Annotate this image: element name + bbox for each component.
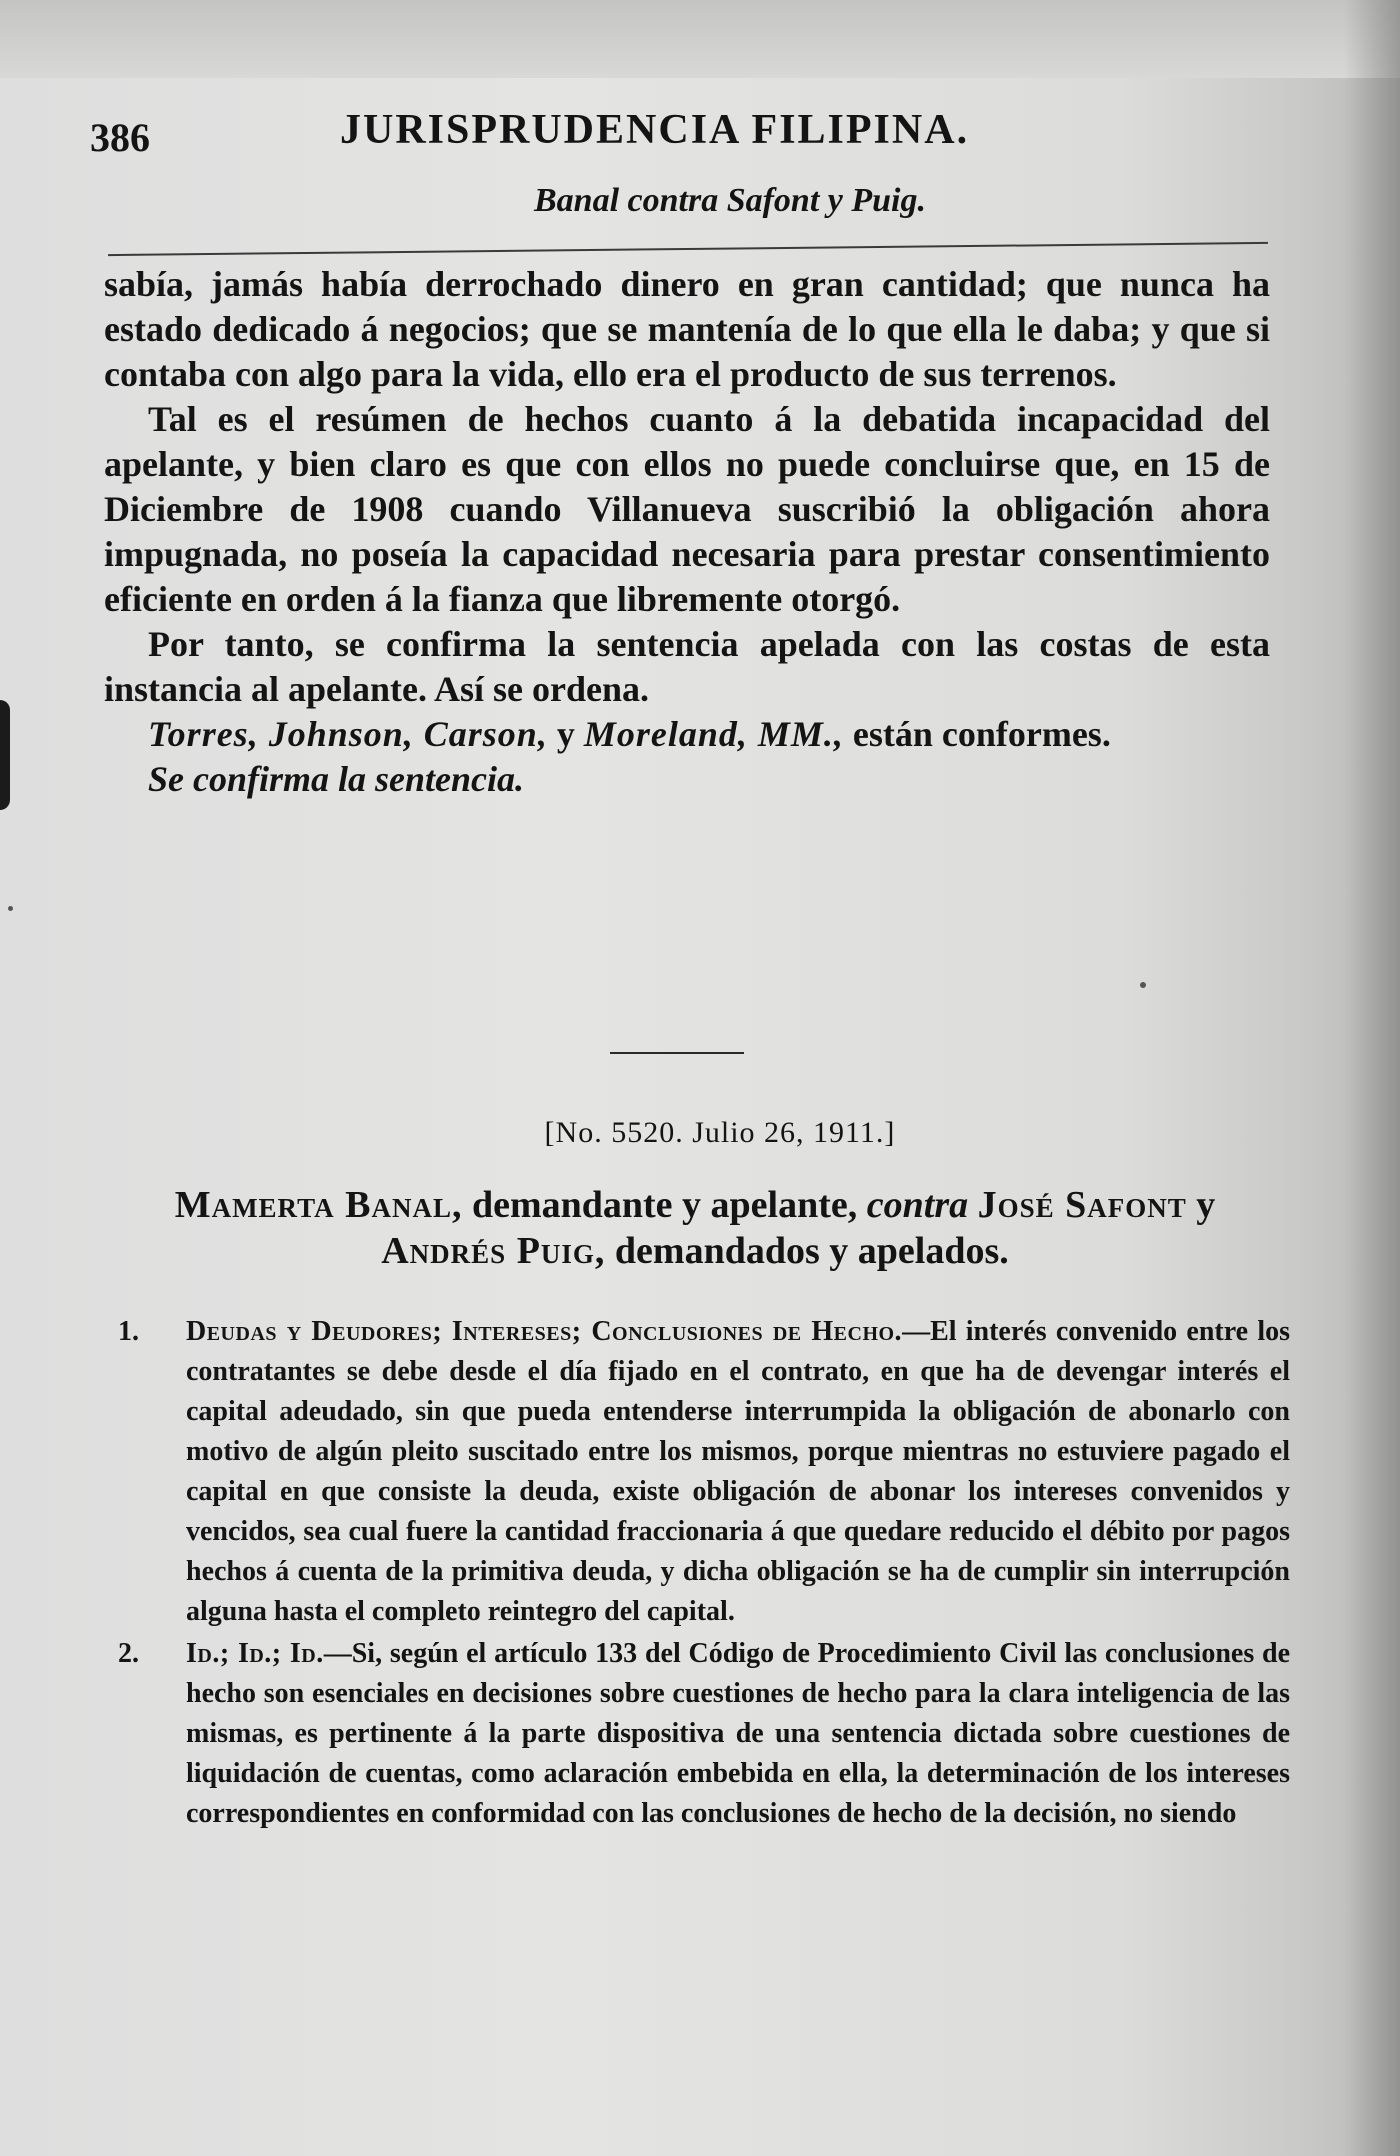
judges-names: Torres, Johnson, Carson, — [148, 714, 548, 754]
paragraph-continued: sabía, jamás había derrochado dinero en gran cantidad; que nunca ha estado dedicado á negocios; que se mantenía de lo que ella le daba; y que si contaba con algo para la vida, ello era el producto de sus terrenos. — [104, 264, 1270, 394]
ink-speck — [8, 906, 13, 911]
ink-speck — [1140, 982, 1146, 988]
section-divider — [610, 1052, 744, 1054]
judges-last: Moreland, MM., — [583, 714, 844, 754]
top-shadow — [0, 0, 1400, 78]
disposition: Se confirma la sentencia. — [148, 759, 524, 799]
paragraph-ruling: Por tanto, se confirma la sentencia apelada con las costas de esta instancia al apelante. Así se ordena. — [104, 624, 1270, 709]
syllabus — [106, 1312, 1290, 1836]
syllabus-heading: Deudas y Deudores; Intereses; Conclusiones de Hecho. — [186, 1316, 903, 1347]
judges-tail: están conformes. — [852, 714, 1111, 754]
left-margin-mark — [0, 700, 10, 810]
main-text — [104, 262, 1270, 802]
defendant-conjunction: y — [1196, 1184, 1216, 1226]
syllabus-heading: Id.; Id.; Id. — [186, 1638, 324, 1669]
syllabus-item — [106, 1634, 1290, 1834]
syllabus-text: —El interés convenido entre los contratantes se debe desde el día fijado en el contrato, en que ha de devengar interés el capital adeudado, sin que pueda entenderse interrumpida la obligación de abonarlo con motivo de algún pleito suscitado entre los mismos, porque mientras no estuviere pagado el capital en que consiste la deuda, existe obligación de abonar los intereses convenidos y vencidos, sea cual fuere la cantidad fraccionaria á que quedare reducido el débito por pagos hechos á cuenta de la primitiva deuda, y dicha obligación se ha de cumplir sin interrupción alguna hasta el completo reintegro del capital. — [186, 1316, 1290, 1627]
syllabus-number: 2. — [118, 1638, 139, 1669]
case-subtitle: Banal contra Safont y Puig. — [533, 182, 926, 219]
page-number: 386 — [90, 115, 150, 160]
syllabus-body — [186, 1312, 1290, 1632]
paragraph-summary: Tal es el resúmen de hechos cuanto á la debatida incapacidad del apelante, y bien claro es que con ellos no puede concluirse que, en 15 de Diciembre de 1908 cuando Villanueva suscribió la obligación ahora impugnada, no poseía la capacidad necesaria para prestar consentimiento eficiente en orden á la fianza que libremente otorgó. — [104, 399, 1270, 619]
judges-conjunction: y — [556, 714, 575, 754]
syllabus-body — [186, 1634, 1290, 1834]
plaintiff-name: Mamerta Banal, — [174, 1184, 463, 1226]
defendant-one: José Safont — [977, 1184, 1187, 1226]
syllabus-item — [106, 1312, 1290, 1632]
binding-edge-shadow — [1344, 0, 1400, 2156]
case-reference: [No. 5520. Julio 26, 1911.] — [544, 1116, 896, 1149]
defendant-two: Andrés Puig, — [381, 1230, 606, 1272]
page-header — [90, 100, 1260, 160]
header-rule — [108, 242, 1268, 256]
contra-word: contra — [866, 1184, 969, 1226]
case-parties — [110, 1182, 1280, 1274]
plaintiff-role: demandante y apelante, — [471, 1184, 858, 1226]
defendant-role: demandados y apelados. — [614, 1230, 1009, 1272]
syllabus-text: —Si, según el artículo 133 del Código de Procedimiento Civil las conclusiones de hecho son esenciales en decisiones sobre cuestiones de hecho para la clara inteligencia de las mismas, es pertinente á la parte dispositiva de una sentencia dictada sobre cuestiones de liquidación de cuentas, como aclaración embebida en ella, la determinación de los intereses correspondientes en conformidad con las conclusiones de hecho de la decisión, no siendo — [186, 1638, 1291, 1829]
running-title: JURISPRUDENCIA FILIPINA. — [340, 107, 970, 153]
syllabus-number: 1. — [118, 1316, 139, 1347]
concurring-judges — [104, 712, 1270, 757]
